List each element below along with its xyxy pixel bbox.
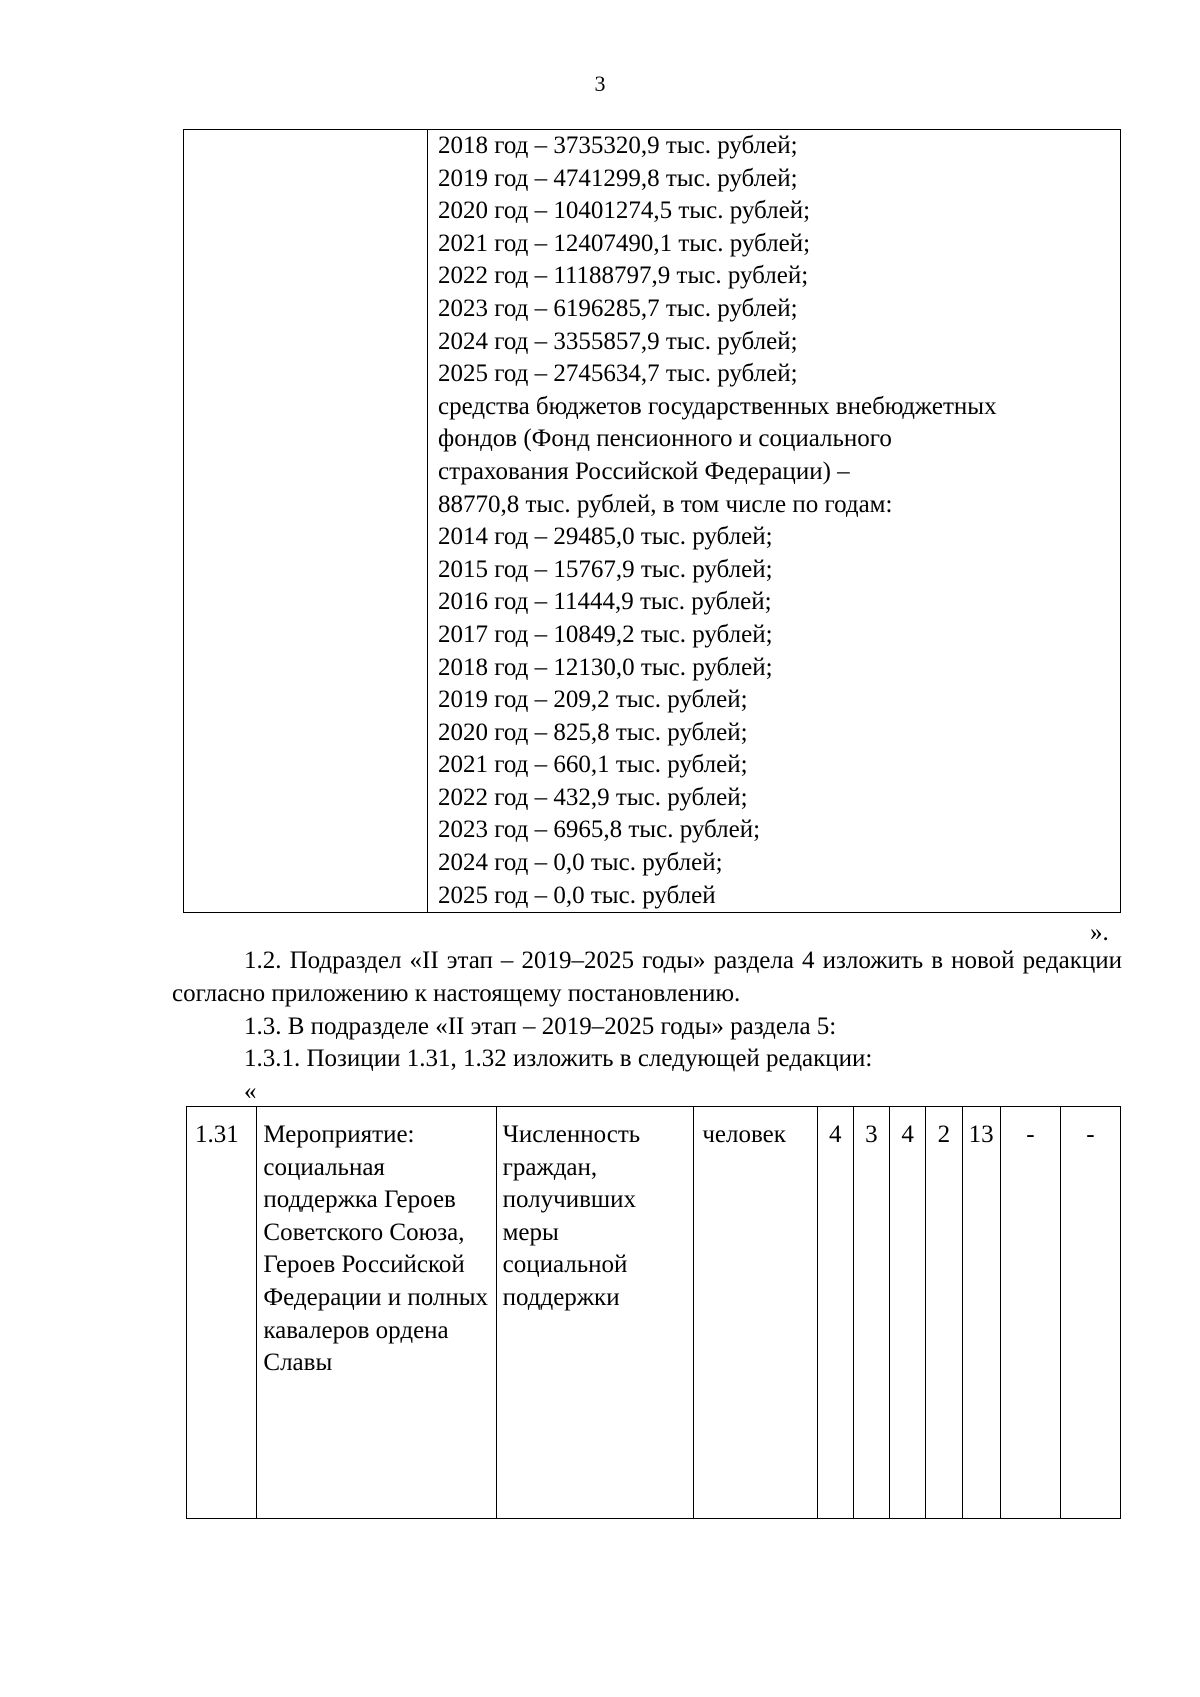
paragraph-1-3-1-text: 1.3.1. Позиции 1.31, 1.32 изложить в следующей редакции: <box>244 1045 873 1072</box>
closing-quote: ». <box>1090 919 1109 946</box>
funding-line: 2014 год – 29485,0 тыс. рублей; <box>438 523 773 551</box>
funding-line: 2019 год – 4741299,8 тыс. рублей; <box>438 164 798 192</box>
funding-line: 2021 год – 12407490,1 тыс. рублей; <box>438 229 811 257</box>
funding-line: фондов (Фонд пенсионного и социального <box>438 425 892 453</box>
position-value-7: - <box>1060 1107 1120 1519</box>
funding-line: 2018 год – 3735320,9 тыс. рублей; <box>438 132 798 159</box>
funding-line: 2017 год – 10849,2 тыс. рублей; <box>438 620 773 648</box>
open-quote: « <box>244 1078 257 1105</box>
funding-table-right-cell <box>428 130 1121 913</box>
funding-line: 2016 год – 11444,9 тыс. рублей; <box>438 588 772 616</box>
funding-line: 2021 год – 660,1 тыс. рублей; <box>438 751 748 779</box>
position-value-3: 4 <box>890 1107 926 1519</box>
paragraph-1-2 <box>172 945 1122 1010</box>
funding-line: страхования Российской Федерации) – <box>438 457 850 485</box>
funding-line: 2023 год – 6965,8 тыс. рублей; <box>438 816 761 844</box>
funding-line: 2025 год – 0,0 тыс. рублей <box>438 881 716 909</box>
paragraph-1-3 <box>172 1011 1122 1044</box>
funding-line: 2024 год – 3355857,9 тыс. рублей; <box>438 327 798 355</box>
funding-line: 2022 год – 11188797,9 тыс. рублей; <box>438 262 809 290</box>
funding-line: 2015 год – 15767,9 тыс. рублей; <box>438 555 773 583</box>
paragraph-1-3-1 <box>172 1043 1122 1076</box>
funding-line: 2018 год – 12130,0 тыс. рублей; <box>438 653 773 681</box>
page-number: 3 <box>594 71 606 96</box>
position-number: 1.31 <box>187 1107 257 1519</box>
funding-line: 2020 год – 10401274,5 тыс. рублей; <box>438 197 811 225</box>
positions-table <box>186 1106 1121 1519</box>
position-value-6: - <box>1000 1107 1060 1519</box>
funding-line: 2019 год – 209,2 тыс. рублей; <box>438 686 748 714</box>
funding-line: 2024 год – 0,0 тыс. рублей; <box>438 849 723 877</box>
table-row <box>187 1107 1121 1519</box>
funding-table <box>183 129 1121 913</box>
funding-line: 88770,8 тыс. рублей, в том числе по годам: <box>438 490 893 518</box>
funding-line: средства бюджетов государственных внебюджетных <box>438 392 997 420</box>
funding-line: 2022 год – 432,9 тыс. рублей; <box>438 783 748 811</box>
position-value-5: 13 <box>962 1107 1000 1519</box>
paragraph-1-2-text: 1.2. Подраздел «II этап – 2019–2025 годы» раздела 4 изложить в новой редакции согласно приложению к настоящему постановлению. <box>172 947 1122 1007</box>
position-value-2: 3 <box>853 1107 889 1519</box>
position-indicator: Численность граждан, получивших меры социальной поддержки <box>496 1107 694 1519</box>
position-value-1: 4 <box>817 1107 853 1519</box>
funding-table-left-cell <box>184 130 428 913</box>
funding-line: 2020 год – 825,8 тыс. рублей; <box>438 718 748 746</box>
position-event: Мероприятие: социальная поддержка Героев Советского Союза, Героев Российской Федерации и полных кавалеров ордена Славы <box>257 1107 496 1519</box>
position-unit: человек <box>694 1107 817 1519</box>
funding-line: 2025 год – 2745634,7 тыс. рублей; <box>438 360 798 388</box>
funding-table-row <box>184 130 1121 913</box>
funding-line: 2023 год – 6196285,7 тыс. рублей; <box>438 294 798 322</box>
position-value-4: 2 <box>926 1107 962 1519</box>
paragraph-1-3-text: 1.3. В подразделе «II этап – 2019–2025 годы» раздела 5: <box>244 1013 837 1040</box>
